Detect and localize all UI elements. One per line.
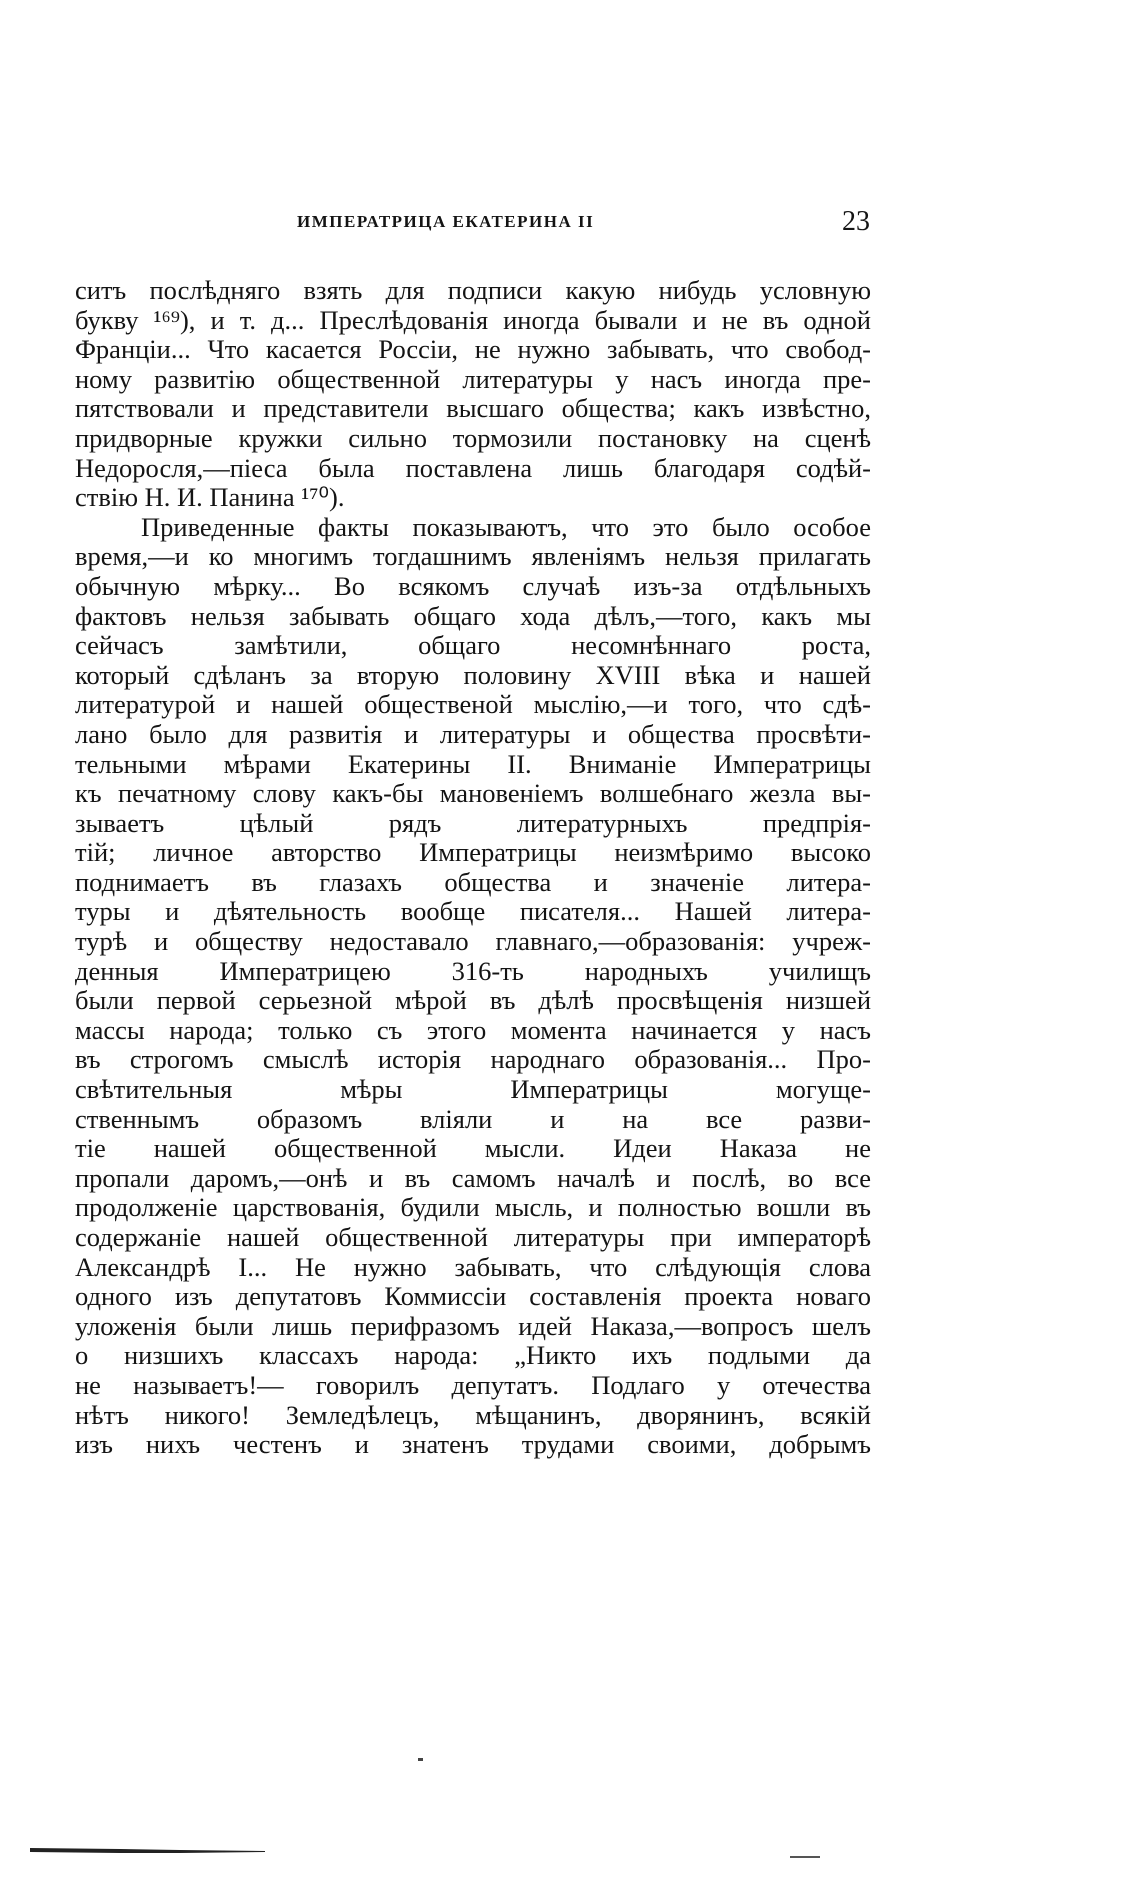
scan-dash bbox=[790, 1856, 820, 1858]
text-line: свѣтительныя мѣры Императрицы могуще- bbox=[75, 1075, 871, 1105]
text-line: букву ¹⁶⁹), и т. д... Преслѣдованія иногда бывали и не въ одной bbox=[75, 305, 871, 335]
text-line: придворные кружки сильно тормозили постановку на сценѣ bbox=[75, 423, 871, 453]
text-line: одного изъ депутатовъ Коммиссіи составленія проекта новаго bbox=[75, 1282, 871, 1312]
text-line: туры и дѣятельность вообще писателя... Нашей литера- bbox=[75, 897, 871, 927]
text-line: нѣтъ никого! Земледѣлецъ, мѣщанинъ, дворянинъ, всякій bbox=[75, 1400, 871, 1430]
text-line: къ печатному слову какъ-бы мановеніемъ волшебнаго жезла вы- bbox=[75, 779, 871, 809]
text-line: не называетъ!— говорилъ депутатъ. Подлаго у отечества bbox=[75, 1370, 871, 1400]
text-line: Недоросля,—піеса была поставлена лишь благодаря содѣй- bbox=[75, 453, 871, 483]
text-line: лано было для развитія и литературы и общества просвѣти- bbox=[75, 719, 871, 749]
text-line: содержаніе нашей общественной литературы при императорѣ bbox=[75, 1223, 871, 1252]
text-line: тельными мѣрами Екатерины II. Вниманіе Императрицы bbox=[75, 749, 871, 779]
text-line: изъ нихъ честенъ и знатенъ трудами своими, добрымъ bbox=[75, 1430, 871, 1460]
text-line: литературой и нашей общественой мыслію,—и того, что сдѣ- bbox=[75, 690, 871, 720]
running-head: ИМПЕРАТРИЦА ЕКАТЕРИНА II bbox=[297, 212, 595, 231]
text-line: ситъ послѣдняго взять для подписи какую нибудь условную bbox=[75, 276, 871, 305]
text-line: зываетъ цѣлый рядъ литературныхъ предпрія- bbox=[75, 808, 871, 838]
text-line: уложенія были лишь перифразомъ идей Наказа,—вопросъ шелъ bbox=[75, 1311, 871, 1341]
text-line: были первой серьезной мѣрой въ дѣлѣ просвѣщенія низшей bbox=[75, 986, 871, 1016]
text-line: фактовъ нельзя забывать общаго хода дѣлъ,—того, какъ мы bbox=[75, 601, 871, 631]
text-line: о низшихъ классахъ народа: „Никто ихъ подлыми да bbox=[75, 1341, 871, 1371]
text-line: денныя Императрицею 316-ть народныхъ училищъ bbox=[75, 956, 871, 986]
text-line: ному развитію общественной литературы у насъ иногда пре- bbox=[75, 364, 871, 394]
text-line: турѣ и обществу недоставало главнаго,—образованія: учреж- bbox=[75, 927, 871, 957]
text-line: поднимаетъ въ глазахъ общества и значеніе литера- bbox=[75, 867, 871, 897]
text-line: обычную мѣрку... Во всякомъ случаѣ изъ-за отдѣльныхъ bbox=[75, 571, 871, 601]
text-line: сейчасъ замѣтили, общаго несомнѣннаго роста, bbox=[75, 631, 871, 661]
page-header bbox=[0, 206, 1140, 240]
text-line: Франціи... Что касается Россіи, не нужно забывать, что свобод- bbox=[75, 335, 871, 365]
text-line: ствію Н. И. Панина ¹⁷⁰). bbox=[75, 483, 345, 513]
scan-smudge bbox=[30, 1846, 265, 1854]
text-line: время,—и ко многимъ тогдашнимъ явленіямъ нельзя прилагать bbox=[75, 542, 871, 572]
text-line: тіе нашей общественной мысли. Идеи Наказа не bbox=[75, 1134, 871, 1164]
text-line: пятствовали и представители высшаго общества; какъ извѣстно, bbox=[75, 394, 871, 424]
page-number: 23 bbox=[842, 206, 870, 237]
text-line: который сдѣланъ за вторую половину XVIII вѣка и нашей bbox=[75, 660, 871, 690]
text-line: Александрѣ I... Не нужно забывать, что слѣдующія слова bbox=[75, 1252, 871, 1282]
text-line: тій; личное авторство Императрицы неизмѣримо высоко bbox=[75, 838, 871, 868]
text-line: пропали даромъ,—онѣ и въ самомъ началѣ и послѣ, во все bbox=[75, 1163, 871, 1193]
scan-speck bbox=[418, 1758, 423, 1761]
text-line: массы народа; только съ этого момента начинается у насъ bbox=[75, 1015, 871, 1045]
text-line: ственнымъ образомъ вліяли и на все разви- bbox=[75, 1104, 871, 1134]
body-text bbox=[75, 276, 871, 1460]
text-line: въ строгомъ смыслѣ исторія народнаго образованія... Про- bbox=[75, 1045, 871, 1075]
text-line: продолженіе царствованія, будили мысль, и полностью вошли въ bbox=[75, 1193, 871, 1223]
paragraph-first-line: Приведенные факты показываютъ, что это было особое bbox=[141, 512, 871, 542]
